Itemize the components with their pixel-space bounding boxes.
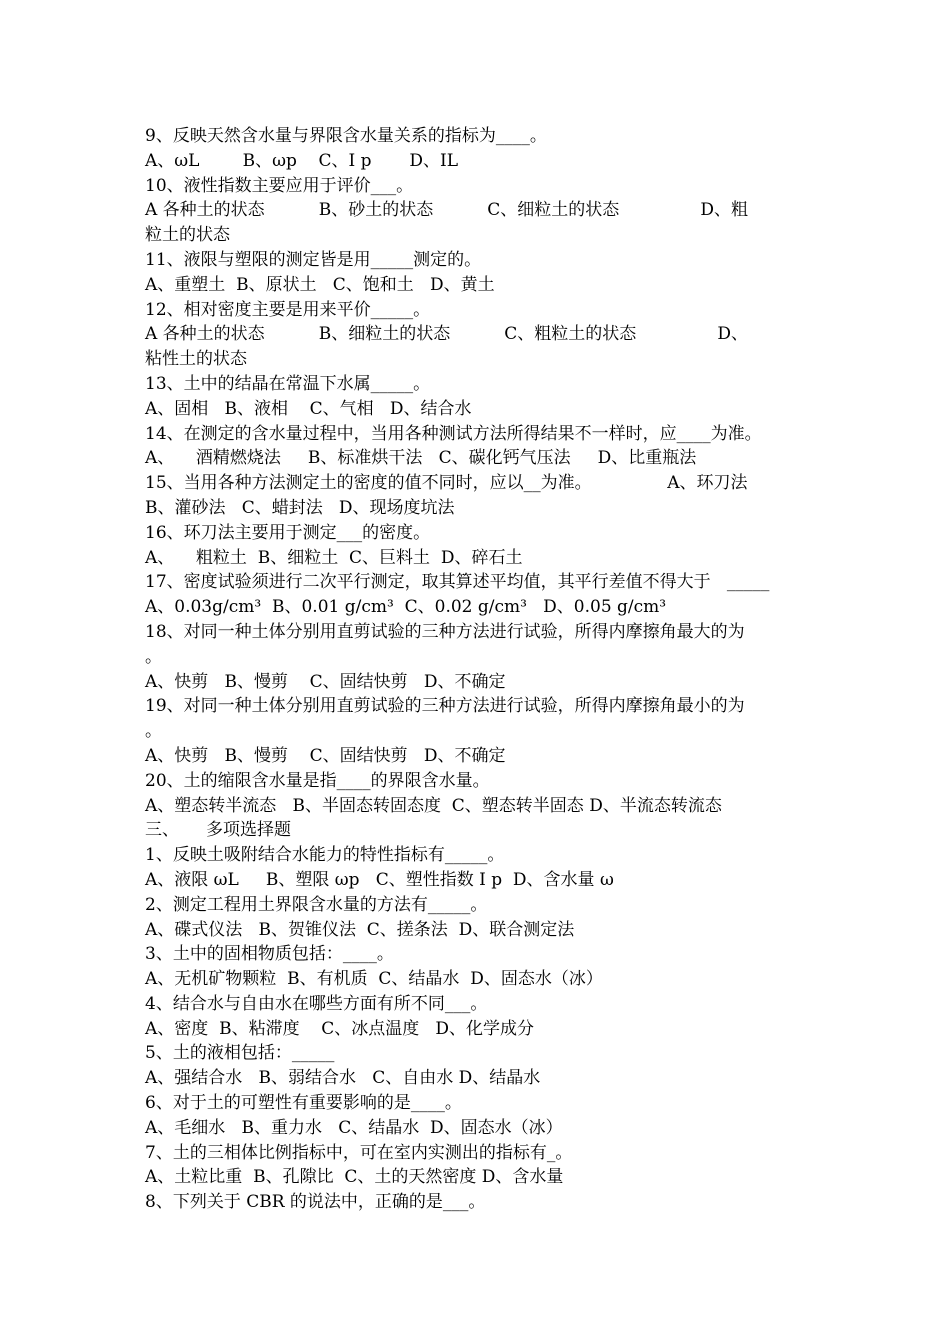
answer-options: A、土粒比重 B、孔隙比 C、土的天然密度 D、含水量 bbox=[145, 1167, 564, 1188]
answer-options: A、固相 B、液相 C、气相 D、结合水 bbox=[145, 398, 472, 419]
question-text: 19、对同一种土体分别用直剪试验的三种方法进行试验，所得内摩擦角最小的为 bbox=[145, 696, 745, 717]
answer-options: A、快剪 B、慢剪 C、固结快剪 D、不确定 bbox=[145, 671, 506, 692]
question-text: 18、对同一种土体分别用直剪试验的三种方法进行试验，所得内摩擦角最大的为 bbox=[145, 621, 745, 642]
answer-options: A、 粗粒土 B、细粒土 C、巨料土 D、碎石土 bbox=[145, 547, 523, 568]
question-text-continued: 。 bbox=[145, 721, 162, 742]
question-text: 2、测定工程用土界限含水量的方法有_____。 bbox=[145, 894, 488, 915]
answer-options: A、密度 B、粘滞度 C、冰点温度 D、化学成分 bbox=[145, 1018, 535, 1039]
question-text: 1、反映土吸附结合水能力的特性指标有_____。 bbox=[145, 845, 505, 866]
section-heading: 三、 多项选择题 bbox=[145, 820, 292, 841]
answer-options: A、塑态转半流态 B、半固态转固态度 C、塑态转半固态 D、半流态转流态 bbox=[145, 795, 722, 816]
answer-options: A、0.03g/cm³ B、0.01 g/cm³ C、0.02 g/cm³ D、0.05 g/cm³ bbox=[145, 597, 667, 618]
question-text: 7、土的三相体比例指标中，可在室内实测出的指标有_。 bbox=[145, 1142, 573, 1163]
answer-options-continued: 粒土的状态 bbox=[145, 225, 230, 246]
question-text: 3、土中的固相物质包括：____。 bbox=[145, 944, 394, 965]
question-text: 11、液限与塑限的测定皆是用_____测定的。 bbox=[145, 249, 482, 270]
answer-options: A、 酒精燃烧法 B、标准烘干法 C、碳化钙气压法 D、比重瓶法 bbox=[145, 448, 697, 469]
question-text: 12、相对密度主要是用来平价_____。 bbox=[145, 299, 431, 320]
answer-options: A、液限 ωL B、塑限 ωp C、塑性指数 I p D、含水量 ω bbox=[145, 869, 614, 890]
answer-options-continued: 粘性土的状态 bbox=[145, 349, 247, 370]
question-text: 8、下列关于 CBR 的说法中，正确的是___。 bbox=[145, 1192, 486, 1213]
answer-options: B、灌砂法 C、蜡封法 D、现场度坑法 bbox=[145, 497, 455, 518]
question-text: 17、密度试验须进行二次平行测定，取其算述平均值，其平行差值不得大于 _____ bbox=[145, 572, 770, 593]
question-text: 10、液性指数主要应用于评价___。 bbox=[145, 175, 414, 196]
question-text: 5、土的液相包括：_____ bbox=[145, 1043, 335, 1064]
question-text: 4、结合水与自由水在哪些方面有所不同___。 bbox=[145, 993, 488, 1014]
question-text: 6、对于土的可塑性有重要影响的是____。 bbox=[145, 1093, 462, 1114]
question-text: 14、在测定的含水量过程中，当用各种测试方法所得结果不一样时，应____为准。 bbox=[145, 423, 762, 444]
answer-options: A 各种土的状态 B、细粒土的状态 C、粗粒土的状态 D、 bbox=[145, 324, 748, 345]
answer-options: A 各种土的状态 B、砂土的状态 C、细粒土的状态 D、粗 bbox=[145, 200, 748, 221]
answer-options: A、强结合水 B、弱结合水 C、自由水 D、结晶水 bbox=[145, 1068, 541, 1089]
question-text: 13、土中的结晶在常温下水属_____。 bbox=[145, 373, 431, 394]
answer-options: A、ωL B、ωp C、I p D、IL bbox=[145, 150, 458, 171]
answer-options: A、快剪 B、慢剪 C、固结快剪 D、不确定 bbox=[145, 745, 506, 766]
answer-options: A、重塑土 B、原状土 C、饱和土 D、黄土 bbox=[145, 274, 495, 295]
question-text: 20、土的缩限含水量是指____的界限含水量。 bbox=[145, 770, 490, 791]
question-text: 16、环刀法主要用于测定___的密度。 bbox=[145, 522, 431, 543]
answer-options: A、碟式仪法 B、贺锥仪法 C、搓条法 D、联合测定法 bbox=[145, 919, 575, 940]
answer-options: A、无机矿物颗粒 B、有机质 C、结晶水 D、固态水（冰） bbox=[145, 969, 603, 990]
question-text: 15、当用各种方法测定土的密度的值不同时，应以__为准。 A、环刀法 bbox=[145, 473, 748, 494]
question-list bbox=[145, 124, 810, 1215]
answer-options: A、毛细水 B、重力水 C、结晶水 D、固态水（冰） bbox=[145, 1117, 563, 1138]
question-text-continued: 。 bbox=[145, 646, 162, 667]
question-text: 9、反映天然含水量与界限含水量关系的指标为____。 bbox=[145, 126, 547, 146]
